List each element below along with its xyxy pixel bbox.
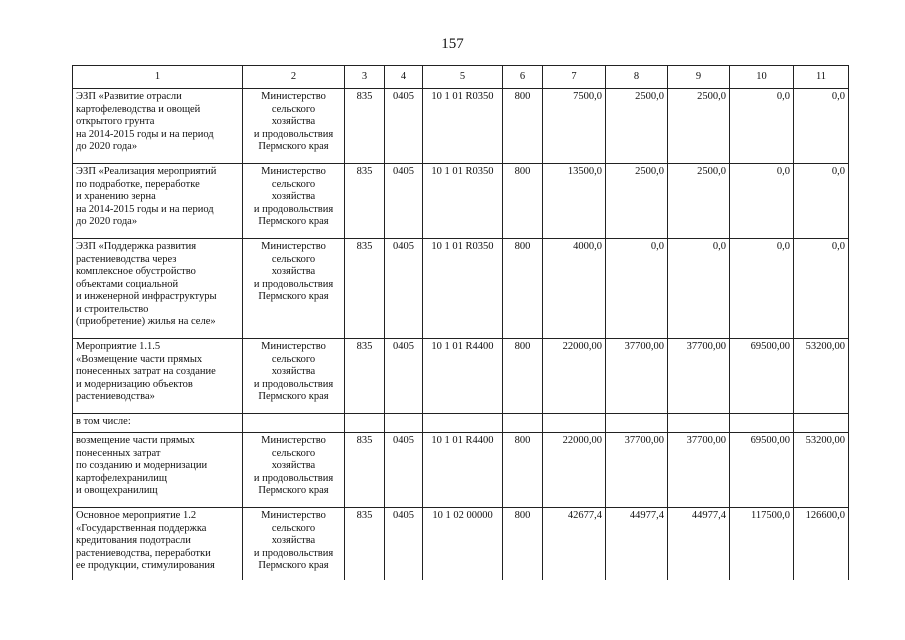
column-header: 10 [730,66,794,89]
column-header: 3 [345,66,385,89]
row-ministry: Министерство сельского хозяйства и продовольствия Пермского края [243,239,345,339]
column-header: 8 [606,66,668,89]
table-row [73,433,849,508]
column-header: 1 [73,66,243,89]
row-vr: 800 [503,433,543,508]
row-value-8: 0,0 [606,239,668,339]
row-value-9: 37700,00 [668,433,730,508]
row-ministry: Министерство сельского хозяйства и продовольствия Пермского края [243,89,345,164]
table-row [73,339,849,414]
row-value-7: 22000,00 [543,433,606,508]
row-section: 0405 [385,339,423,414]
row-target: 10 1 01 R0350 [423,164,503,239]
row-vr [503,414,543,433]
row-vr: 800 [503,339,543,414]
row-grbs: 835 [345,89,385,164]
row-vr: 800 [503,508,543,581]
row-ministry: Министерство сельского хозяйства и продовольствия Пермского края [243,339,345,414]
row-value-10: 69500,00 [730,339,794,414]
row-grbs: 835 [345,164,385,239]
row-name: Мероприятие 1.1.5 «Возмещение части прямых понесенных затрат на создание и модернизацию объектов растениеводства» [73,339,243,414]
row-value-11: 53200,00 [794,433,849,508]
table-row [73,89,849,164]
row-vr: 800 [503,239,543,339]
table-row [73,239,849,339]
row-value-8: 44977,4 [606,508,668,581]
row-value-9 [668,414,730,433]
row-value-11: 53200,00 [794,339,849,414]
row-value-7 [543,414,606,433]
row-target: 10 1 01 R4400 [423,433,503,508]
column-header: 7 [543,66,606,89]
column-header: 4 [385,66,423,89]
row-section: 0405 [385,164,423,239]
row-value-7: 42677,4 [543,508,606,581]
row-vr: 800 [503,89,543,164]
row-value-7: 4000,0 [543,239,606,339]
row-grbs: 835 [345,339,385,414]
row-value-7: 22000,00 [543,339,606,414]
row-value-10: 69500,00 [730,433,794,508]
row-name: Основное мероприятие 1.2 «Государственная поддержка кредитования подотрасли растениеводства, переработки ее продукции, стимулирования [73,508,243,581]
row-target [423,414,503,433]
row-value-11: 0,0 [794,239,849,339]
row-value-10: 117500,0 [730,508,794,581]
row-grbs: 835 [345,508,385,581]
column-header: 2 [243,66,345,89]
row-ministry: Министерство сельского хозяйства и продовольствия Пермского края [243,164,345,239]
row-value-11: 0,0 [794,89,849,164]
row-value-9: 0,0 [668,239,730,339]
row-grbs: 835 [345,239,385,339]
row-section: 0405 [385,89,423,164]
row-value-9: 2500,0 [668,89,730,164]
row-target: 10 1 02 00000 [423,508,503,581]
row-name: ЭЗП «Реализация мероприятий по подработке, переработке и хранению зерна на 2014-2015 годы и на период до 2020 года» [73,164,243,239]
row-section: 0405 [385,508,423,581]
row-value-10: 0,0 [730,164,794,239]
row-value-8: 37700,00 [606,339,668,414]
row-value-9: 2500,0 [668,164,730,239]
row-name: возмещение части прямых понесенных затрат по созданию и модернизации картофелехранилищ и овощехранилищ [73,433,243,508]
row-value-11 [794,414,849,433]
budget-table [72,65,849,580]
row-value-11: 126600,0 [794,508,849,581]
row-value-8: 2500,0 [606,164,668,239]
row-name: ЭЗП «Поддержка развития растениеводства через комплексное обустройство объектами социальной и инженерной инфраструктуры и строительство (приобретение) жилья на селе» [73,239,243,339]
row-ministry: Министерство сельского хозяйства и продовольствия Пермского края [243,433,345,508]
row-value-10: 0,0 [730,89,794,164]
row-value-10 [730,414,794,433]
column-header: 5 [423,66,503,89]
row-ministry: Министерство сельского хозяйства и продовольствия Пермского края [243,508,345,581]
row-vr: 800 [503,164,543,239]
row-value-7: 7500,0 [543,89,606,164]
row-ministry [243,414,345,433]
row-target: 10 1 01 R0350 [423,89,503,164]
row-section: 0405 [385,433,423,508]
column-header: 6 [503,66,543,89]
row-target: 10 1 01 R4400 [423,339,503,414]
row-target: 10 1 01 R0350 [423,239,503,339]
row-value-11: 0,0 [794,164,849,239]
row-value-7: 13500,0 [543,164,606,239]
row-value-9: 37700,00 [668,339,730,414]
row-name: в том числе: [73,414,243,433]
column-header: 11 [794,66,849,89]
column-header: 9 [668,66,730,89]
row-value-8: 2500,0 [606,89,668,164]
row-value-8 [606,414,668,433]
row-name: ЭЗП «Развитие отрасли картофелеводства и овощей открытого грунта на 2014-2015 годы и на период до 2020 года» [73,89,243,164]
table-header-row [73,66,849,89]
row-section [385,414,423,433]
row-value-10: 0,0 [730,239,794,339]
row-grbs: 835 [345,433,385,508]
table-row [73,164,849,239]
row-section: 0405 [385,239,423,339]
page-number: 157 [441,36,464,52]
table-row [73,508,849,581]
row-grbs [345,414,385,433]
row-value-8: 37700,00 [606,433,668,508]
table-row [73,414,849,433]
row-value-9: 44977,4 [668,508,730,581]
